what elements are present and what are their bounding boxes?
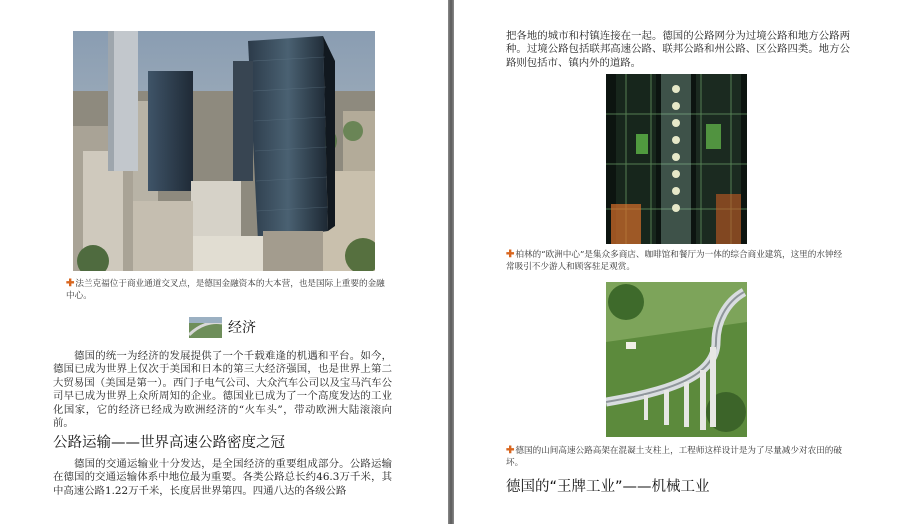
highway-caption-text: 德国的山间高速公路高架在混凝土支柱上，工程师这样设计是为了尽量减少对农田的破坏。	[506, 446, 842, 468]
frankfurt-caption-text: 法兰克福位于商业通道交叉点，是德国金融资本的大本营，也是国际上重要的金融中心。	[66, 279, 385, 301]
highway-caption	[506, 445, 850, 469]
europa-center-photo	[606, 74, 747, 244]
road-transport-heading: 公路运输——世界高速公路密度之冠	[53, 435, 285, 451]
frankfurt-skyline-photo	[73, 31, 375, 271]
frankfurt-caption	[66, 278, 392, 302]
economy-paragraph: 德国的统一为经济的发展提供了一个千载难逢的机遇和平台。如今，德国已成为世界上仅次于美国和日本的第三大经济强国，也是世界上第二大贸易国（美国是第一）。西门子电气公司、大众汽车公司以及宝马汽车公司早已成为世界上众所周知的企业。德国业已成为了一个高度发达的工业化国家，它的经济已经成为欧洲经济的“火车头”，带动欧洲大陆滚滚向前。	[53, 350, 392, 430]
machinery-heading: 德国的“王牌工业”——机械工业	[506, 479, 710, 495]
orange-cross-icon: ✚	[506, 445, 515, 456]
section-label-economy: 经济	[228, 320, 256, 336]
right-page	[454, 0, 900, 524]
europa-center-caption	[506, 249, 850, 273]
transport-paragraph: 德国的交通运输业十分发达，是全国经济的重要组成部分。公路运输在德国的交通运输体系中地位最为重要。各类公路总长约46.3万千米，其中高速公路1.22万千米，长度居世界第四。四通八达的各级公路	[53, 458, 392, 497]
orange-cross-icon: ✚	[506, 249, 515, 260]
left-page	[0, 0, 448, 524]
orange-cross-icon: ✚	[66, 278, 75, 289]
mountain-highway-photo	[606, 282, 747, 437]
section-thumbnail	[189, 317, 222, 338]
europa-center-caption-text: 柏林的“欧洲中心”是集众多商店、咖啡馆和餐厅为一体的综合商业建筑，这里的水钟经常吸引不少游人和顾客驻足观赏。	[506, 250, 843, 272]
road-network-paragraph: 把各地的城市和村镇连接在一起。德国的公路网分为过境公路和地方公路两种。过境公路包括联邦高速公路、联邦公路和州公路、区公路四类。地方公路则包括市、镇内外的道路。	[506, 30, 850, 69]
